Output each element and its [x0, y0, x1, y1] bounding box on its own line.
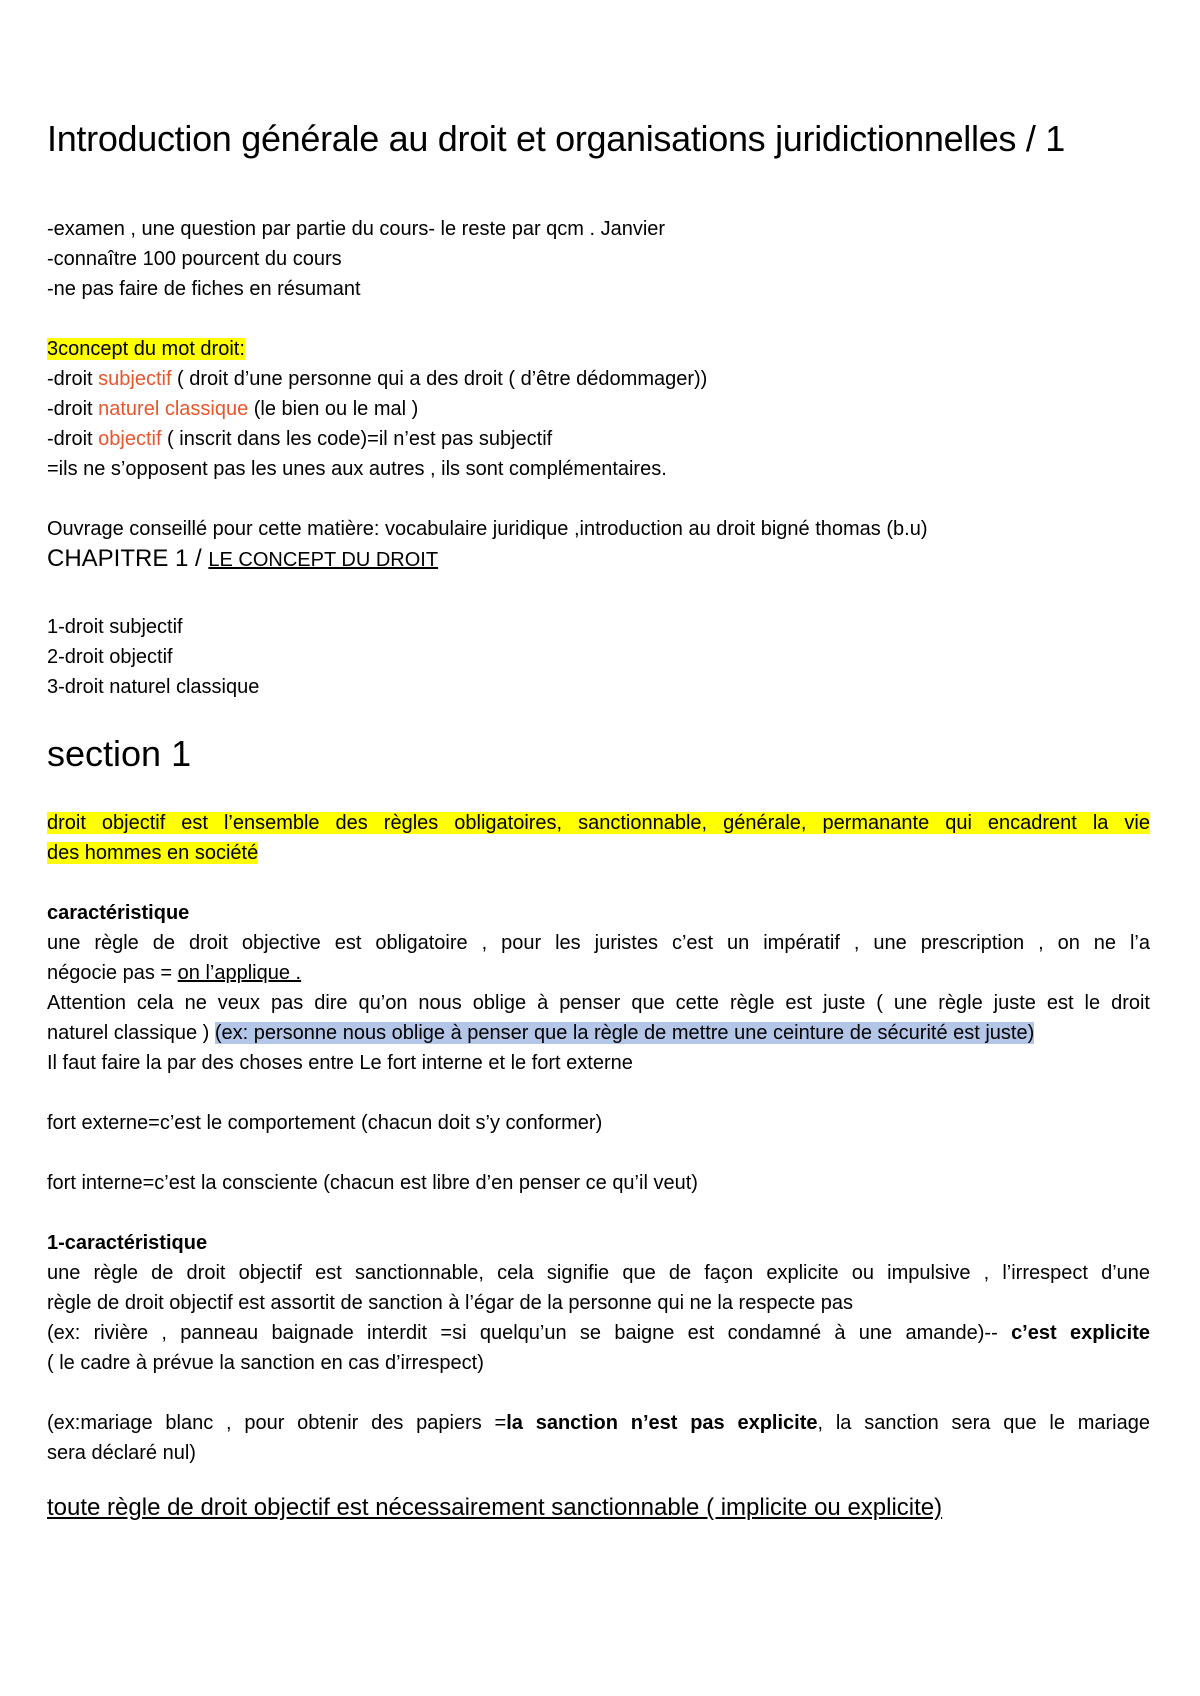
carac1-line-3: Attention cela ne veux pas dire qu’on nous oblige à penser que cette règle est juste ( une règle juste est le droit: [47, 992, 1150, 1014]
carac2-line-3-bold: c’est explicite: [1011, 1322, 1150, 1344]
concept-term-naturel: naturel classique: [98, 398, 249, 420]
carac2-line-1: une règle de droit objectif est sanctionnable, cela signifie que de façon explicite ou impulsive , l’irrespect d’une: [47, 1262, 1150, 1284]
concept-item-1: [47, 364, 707, 394]
carac2-line-5-rest: , la sanction sera que le mariage: [817, 1412, 1150, 1434]
carac2-example: [47, 1408, 1150, 1468]
carac1-heading: caractéristique: [47, 902, 190, 924]
fort-externe: fort externe=c’est le comportement (chacun doit s’y conformer): [47, 1112, 603, 1134]
page-title: Introduction générale au droit et organisations juridictionnelles / 1: [47, 118, 1065, 159]
chapter-item-1: 1-droit subjectif: [47, 616, 183, 638]
carac2-line-2: règle de droit objectif est assortit de sanction à l’égar de la personne qui ne la respecte pas: [47, 1292, 854, 1314]
section-heading: section 1: [47, 733, 192, 774]
concept-heading: [47, 334, 245, 364]
carac1-line-4: [47, 1018, 1150, 1048]
concept-item-prefix: -droit: [47, 368, 99, 390]
concept-conclusion: =ils ne s’opposent pas les unes aux autres , ils sont complémentaires.: [47, 458, 667, 480]
carac2-line-5-text: (ex:mariage blanc , pour obtenir des papiers =: [47, 1412, 507, 1434]
carac2-line-3: [47, 1318, 1150, 1348]
concept-term-objectif: objectif: [98, 428, 162, 450]
concept-item-rest: ( droit d’une personne qui a des droit ( d’être dédommager)): [171, 368, 708, 390]
definition-paragraph: [47, 808, 1150, 868]
ouvrage-line: Ouvrage conseillé pour cette matière: vocabulaire juridique ,introduction au droit bigné thomas (b.u): [47, 518, 928, 540]
carac1-line-5: Il faut faire la par des choses entre Le fort interne et le fort externe: [47, 1052, 633, 1074]
concept-item-prefix: -droit: [47, 398, 99, 420]
carac1-line-2-underline: on l’applique .: [177, 962, 302, 984]
carac1-line-2-text: négocie pas =: [47, 962, 178, 984]
definition-line-1: droit objectif est l’ensemble des règles obligatoires, sanctionnable, générale, permanante qui encadrent la vie: [47, 812, 1150, 834]
concept-item-prefix: -droit: [47, 428, 99, 450]
carac2-paragraph: [47, 1258, 1150, 1378]
carac2-line-5: [47, 1408, 1150, 1438]
carac2-heading: 1-caractéristique: [47, 1232, 208, 1254]
carac1-paragraph: [47, 928, 1150, 1078]
chapter-title: LE CONCEPT DU DROIT: [208, 549, 439, 571]
definition-line-2: des hommes en société: [47, 842, 259, 864]
concept-item-rest: (le bien ou le mal ): [248, 398, 419, 420]
fort-interne: fort interne=c’est la consciente (chacun est libre d’en penser ce qu’il veut): [47, 1172, 698, 1194]
carac2-line-5-bold: la sanction n’est pas explicite: [506, 1412, 818, 1434]
carac2-line-6: sera déclaré nul): [47, 1442, 196, 1464]
concept-term-subjectif: subjectif: [98, 368, 172, 390]
intro-line-3: -ne pas faire de fiches en résumant: [47, 278, 361, 300]
final-statement: toute règle de droit objectif est nécessairement sanctionnable ( implicite ou explicite): [47, 1494, 943, 1521]
carac1-line-4-text: naturel classique ): [47, 1022, 215, 1044]
concept-item-3: [47, 424, 552, 454]
carac2-line-4: ( le cadre à prévue la sanction en cas d’irrespect): [47, 1352, 484, 1374]
chapter-label: CHAPITRE 1 /: [47, 545, 209, 572]
carac1-line-2: [47, 958, 1150, 988]
intro-line-2: -connaître 100 pourcent du cours: [47, 248, 342, 270]
chapter-item-2: 2-droit objectif: [47, 646, 173, 668]
concept-heading-text: 3concept du mot droit:: [47, 338, 245, 360]
concept-item-2: [47, 394, 418, 424]
chapter-item-3: 3-droit naturel classique: [47, 676, 260, 698]
concept-item-rest: ( inscrit dans les code)=il n’est pas subjectif: [161, 428, 553, 450]
intro-line-1: -examen , une question par partie du cours- le reste par qcm . Janvier: [47, 218, 666, 240]
carac1-line-4-highlight: (ex: personne nous oblige à penser que la règle de mettre une ceinture de sécurité est juste): [214, 1022, 1035, 1044]
carac2-line-3-text: (ex: rivière , panneau baignade interdit =si quelqu’un se baigne est condamné à une amande)--: [47, 1322, 1012, 1344]
carac1-line-1: une règle de droit objective est obligatoire , pour les juristes c’est un impératif , une prescription , on ne l’a: [47, 932, 1150, 954]
chapter-heading: [47, 544, 438, 575]
